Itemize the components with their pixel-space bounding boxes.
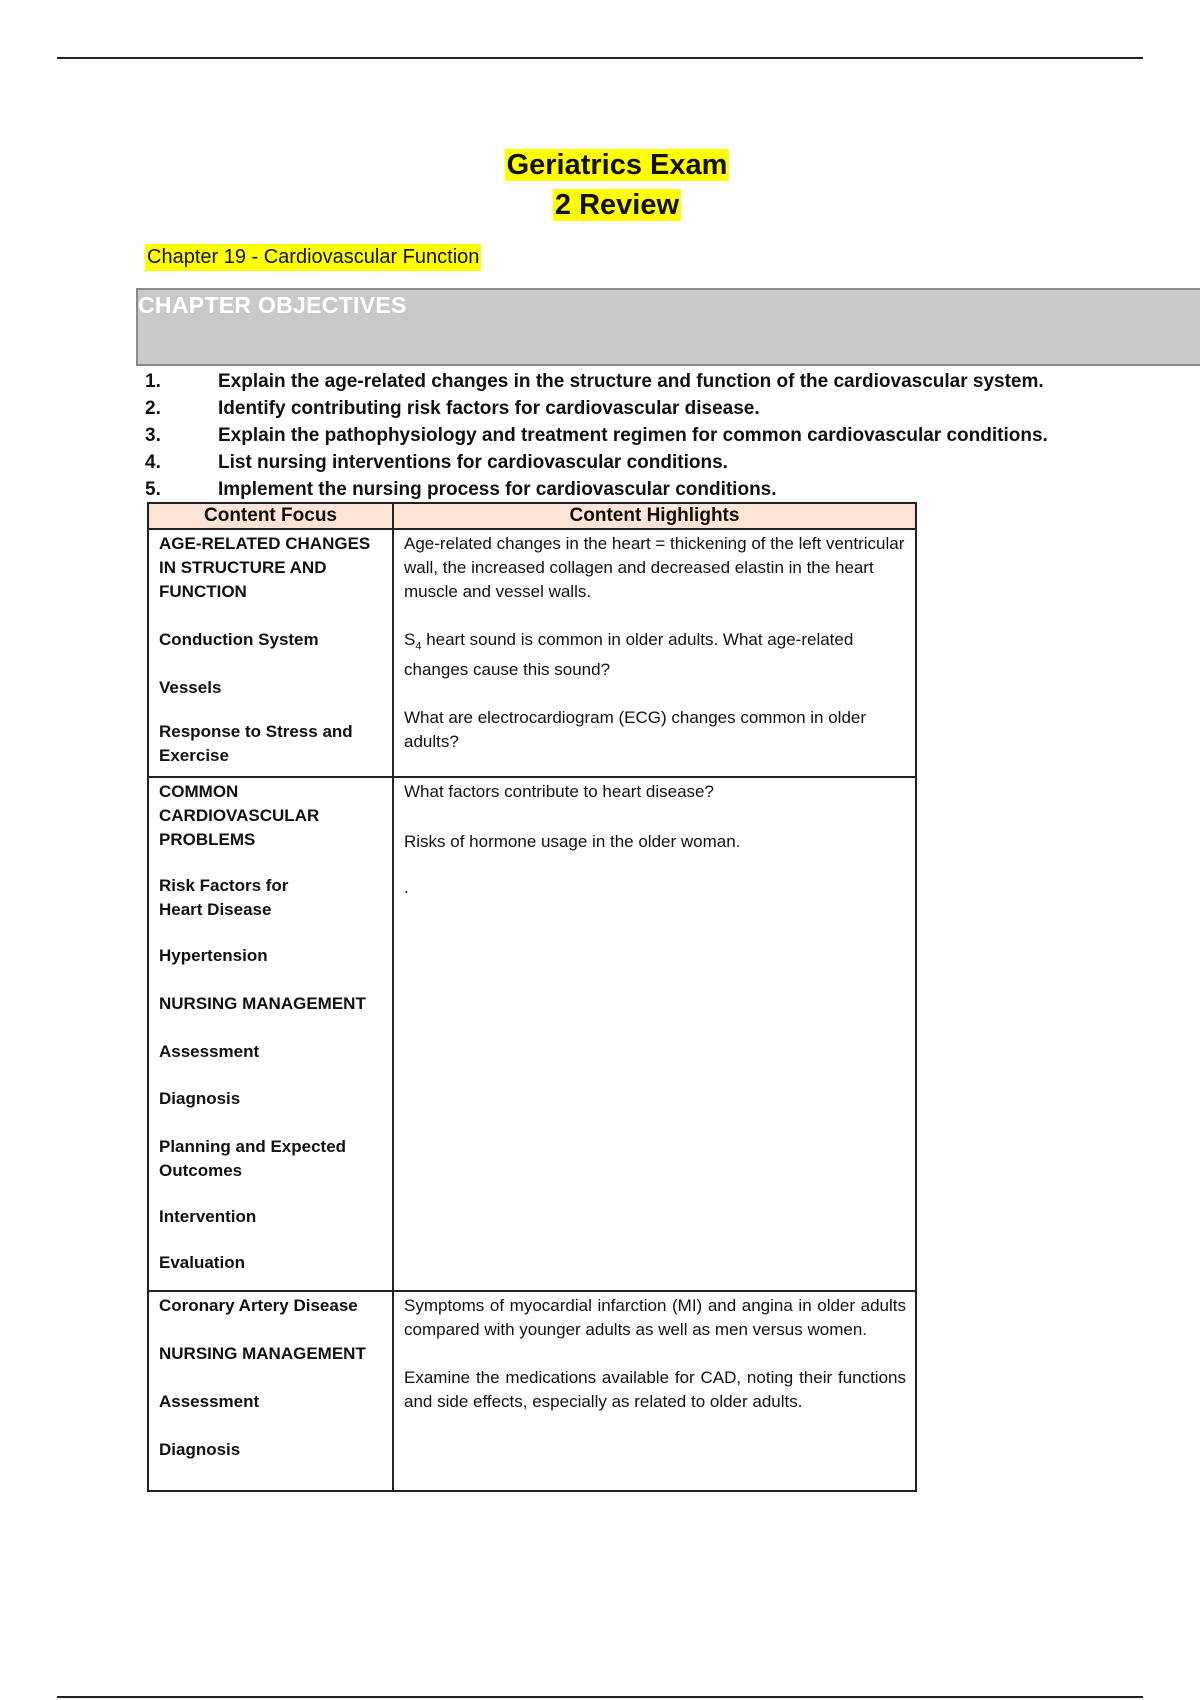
document-title bbox=[0, 145, 1200, 225]
header-rule bbox=[57, 57, 1143, 59]
table-row bbox=[148, 777, 916, 1291]
table-row bbox=[148, 529, 916, 777]
title-line-2: 2 Review bbox=[554, 189, 680, 221]
focus-cell: Coronary Artery Disease NURSING MANAGEMENT Assessment Diagnosis bbox=[148, 1291, 393, 1491]
header-content-highlights: Content Highlights bbox=[393, 503, 916, 529]
highlights-cell: Age-related changes in the heart = thickening of the left ventricular wall, the increased collagen and decreased elastin in the heart muscle and vessel walls. $S_4$ heart sound is common in older adults. What age-related changes cause this sound? What are electrocardiogram (ECG) changes common in older adults? bbox=[393, 529, 916, 777]
objective-item: 1. Explain the age-related changes in the structure and function of the cardiovascular system. bbox=[145, 371, 1044, 392]
content-table bbox=[147, 502, 917, 1492]
table-row bbox=[148, 1291, 916, 1491]
objective-item: 4. List nursing interventions for cardiovascular conditions. bbox=[145, 452, 728, 473]
footer-rule bbox=[57, 1696, 1143, 1698]
objective-item: 3. Explain the pathophysiology and treatment regimen for common cardiovascular conditions. bbox=[145, 425, 1048, 446]
objectives-list bbox=[145, 368, 1048, 503]
chapter-heading: Chapter 19 - Cardiovascular Function bbox=[145, 244, 481, 271]
header-content-focus: Content Focus bbox=[148, 503, 393, 529]
objectives-banner bbox=[136, 288, 1200, 366]
objectives-heading: CHAPTER OBJECTIVES bbox=[138, 292, 407, 318]
highlights-cell: Symptoms of myocardial infarction (MI) and angina in older adults compared with younger adults as well as men versus women. Examine the medications available for CAD, noting their functions and side effects, especially as related to older adults. bbox=[393, 1291, 916, 1491]
objective-item: 2. Identify contributing risk factors for cardiovascular disease. bbox=[145, 398, 760, 419]
highlights-cell: What factors contribute to heart disease? Risks of hormone usage in the older woman. . bbox=[393, 777, 916, 1291]
focus-cell: COMMON CARDIOVASCULAR PROBLEMS Risk Factors for Heart Disease Hypertension NURSING MANAGEMENT Assessment Diagnosis Planning and Expected Outcomes Intervention Evaluation bbox=[148, 777, 393, 1291]
objective-item: 5. Implement the nursing process for cardiovascular conditions. bbox=[145, 479, 777, 500]
title-line-1: Geriatrics Exam bbox=[506, 149, 728, 181]
focus-cell: AGE-RELATED CHANGES IN STRUCTURE AND FUNCTION Conduction System Vessels Response to Stress and Exercise bbox=[148, 529, 393, 777]
table-header-row bbox=[148, 503, 916, 529]
